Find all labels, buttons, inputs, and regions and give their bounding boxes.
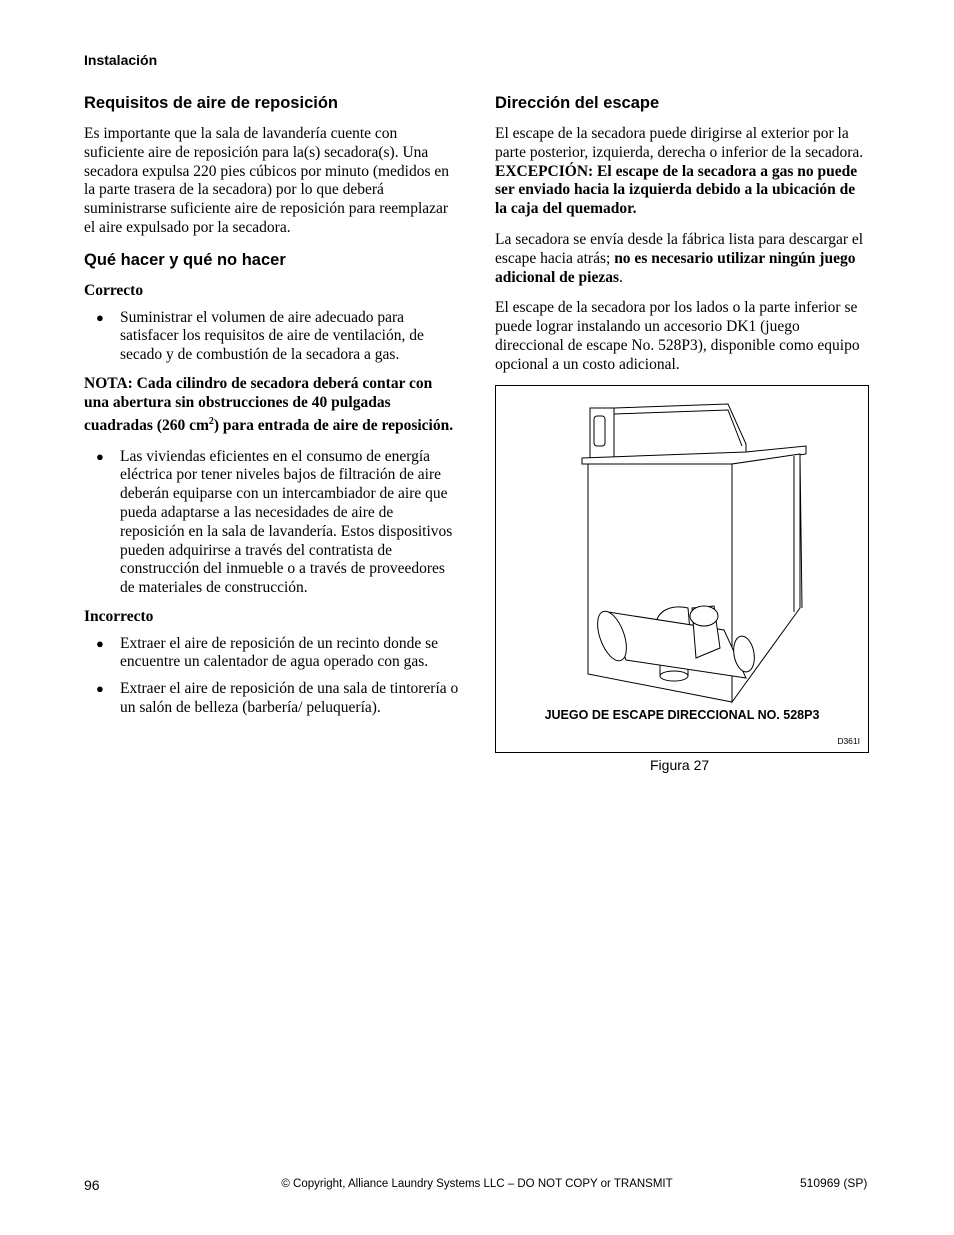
label-incorrect: Incorrecto <box>84 607 154 625</box>
page-number: 96 <box>84 1177 100 1193</box>
exhaust-2-text: La secadora se envía desde la fábrica lista para descargar el escape hacia atrás; <box>495 230 864 267</box>
heading-dos-donts: Qué hacer y qué no hacer <box>84 250 286 269</box>
note-text-2: ) para entrada de aire de reposición. <box>213 416 454 434</box>
figure-box <box>495 385 869 753</box>
exhaust-1-text: El escape de la secadora puede dirigirse al exterior por la parte posterior, izquierda, derecha o inferior de la secadora. <box>495 125 864 161</box>
right-column <box>495 93 871 387</box>
document-number: 510969 (SP) <box>800 1176 868 1190</box>
note-paragraph <box>84 375 460 436</box>
bullet-icon: ● <box>96 635 104 651</box>
figure-caption: JUEGO DE ESCAPE DIRECCIONAL NO. 528P3 <box>544 708 820 722</box>
list-item <box>84 680 460 718</box>
list-correct-2 <box>84 448 460 598</box>
paragraph-exhaust-1 <box>495 125 871 219</box>
dryer-illustration <box>496 386 868 752</box>
figure-number: Figura 27 <box>650 757 710 773</box>
list-item-text: Extraer el aire de reposición de un recinto donde se encuentre un calentador de agua operado con gas. <box>120 634 439 671</box>
paragraph-exhaust-3: El escape de la secadora por los lados o la parte inferior se puede lograr instalando un accesorio DK1 (juego direccional de escape No. 528P3), disponible como equipo opcional a un costo adicional. <box>495 299 860 373</box>
exhaust-2-bold: no es necesario utilizar ningún juego adicional de piezas <box>495 249 856 286</box>
list-item <box>84 448 460 598</box>
exhaust-1-bold: EXCEPCIÓN: El escape de la secadora a gas no puede ser enviado hacia la izquierda debido a la ubicación de la caja del quemador. <box>495 162 858 218</box>
list-item-text: Suministrar el volumen de aire adecuado para satisfacer los requisitos de aire de ventilación, de secado y de combustión de la secadora a gas. <box>120 308 424 364</box>
figure-code: D361I <box>837 736 860 746</box>
label-correct: Correcto <box>84 281 144 299</box>
list-correct <box>84 309 460 365</box>
exhaust-2-end: . <box>619 268 623 286</box>
list-item-text: Extraer el aire de reposición de una sala de tintorería o un salón de belleza (barbería/ peluquería). <box>120 680 459 717</box>
list-item-text: Las viviendas eficientes en el consumo de energía eléctrica por tener niveles bajos de filtración de aire deberán equiparse con un intercambiador de aire que pueda adaptarse a las necesidades de aire de reposición en la sala de lavandería. Estos dispositivos pueden adquirirse a través del contratista de construcción del inmueble o a través de proveedores de materiales de construcción. <box>120 447 453 597</box>
left-column <box>84 93 460 728</box>
bullet-icon: ● <box>96 681 104 697</box>
heading-exhaust-direction: Dirección del escape <box>495 94 660 112</box>
paragraph-makeup-air: Es importante que la sala de lavandería cuente con suficiente aire de reposición para la(s) secadora(s). Una secadora expulsa 220 pies cúbicos por minuto (medidos en la parte trasera de la secadora) por lo que deberá suministrarse suficiente aire de reposición para reemplazar el aire expulsado por la secadora. <box>84 125 450 236</box>
running-head: Instalación <box>84 52 158 68</box>
copyright-notice: © Copyright, Alliance Laundry Systems LLC – DO NOT COPY or TRANSMIT <box>281 1178 673 1190</box>
note-text-1: NOTA: Cada cilindro de secadora deberá contar con una abertura sin obstrucciones de 40 pulgadas cuadradas (260 cm <box>84 374 433 434</box>
bullet-icon: ● <box>96 309 104 325</box>
paragraph-exhaust-2 <box>495 231 871 287</box>
heading-makeup-air: Requisitos de aire de reposición <box>84 94 338 112</box>
list-item <box>84 309 460 365</box>
list-incorrect <box>84 635 460 718</box>
bullet-icon: ● <box>96 448 104 464</box>
list-item <box>84 635 460 673</box>
note-superscript: 2 <box>208 415 214 427</box>
